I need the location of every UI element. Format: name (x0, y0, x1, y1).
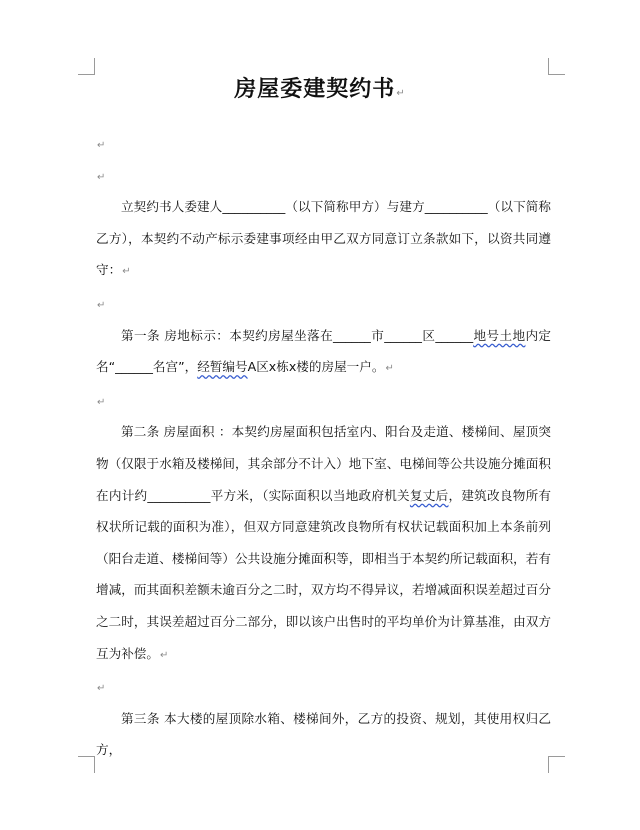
paragraph-mark: ↵ (122, 266, 131, 278)
article-1-text-c: A区x栋x楼的房屋一户。 (247, 359, 385, 375)
document-title[interactable] (0, 72, 640, 103)
spellcheck-underline-text: 复丈后 (409, 487, 449, 503)
empty-paragraph (96, 288, 551, 320)
paragraph-mark: ↵ (97, 140, 106, 151)
article-3-paragraph (96, 703, 551, 766)
spellcheck-underline-text: 地号土地 (473, 327, 526, 343)
article-2-text-a: 第二条 房屋面积 ：本契约房屋面积包括室内、阳台及走道、楼梯间、屋顶突物（仅限于水箱及楼梯间，其余部分不计入）地下室、电梯间等公共设施分摊面积在内计约__________平方米，（实际面积以当地政府机关 (96, 424, 551, 503)
paragraph-mark: ↵ (97, 396, 106, 408)
spellcheck-underline-text: 经暂编号 (197, 359, 248, 375)
empty-paragraph (96, 128, 551, 160)
article-2-text-b: ，建筑改良物所有权状所记载的面积为准），但双方同意建筑改良物所有权状记载面积加上本条前列（阳台走道、楼梯间等）公共设施分摊面积等，即相当于本契约所记载面积，若有增减，而其面积差额未逾百分之二时，双方均不得异议，若增减面积误差超过百分之二时，其误差超过百分二部分，即以该户出售时的平均单价为计算基准，由双方互为补偿。 (96, 487, 552, 661)
document-title-text: 房屋委建契约书 (234, 77, 396, 102)
intro-paragraph (96, 191, 551, 288)
paragraph-mark: ↵ (97, 171, 106, 183)
article-3-text: 第三条 本大楼的屋顶除水箱、楼梯间外，乙方的投资、规划，其使用权归乙方， (96, 710, 551, 758)
paragraph-mark: ↵ (385, 363, 394, 375)
document-body[interactable] (96, 128, 551, 766)
paragraph-mark: ↵ (396, 88, 406, 99)
paragraph-mark: ↵ (97, 299, 106, 311)
article-1-paragraph (96, 320, 551, 385)
margin-corner-bottom-left (78, 756, 95, 773)
empty-paragraph (96, 160, 551, 192)
paragraph-mark: ↵ (159, 649, 169, 661)
empty-paragraph (96, 671, 551, 703)
empty-paragraph (96, 385, 551, 417)
paragraph-mark: ↵ (97, 683, 106, 695)
article-2-paragraph (96, 416, 551, 671)
article-1-text-a: 第一条 房地标示：本契约房屋坐落在______市______区______ (121, 327, 474, 343)
article-1-text-b: 内定名“______名宫”， (96, 327, 552, 375)
intro-text: 立契约书人委建人__________（以下简称甲方）与建方__________（以下简称乙方），本契约不动产标示委建事项经由甲乙双方同意订立条款如下，以资共同遵守： (96, 199, 551, 278)
